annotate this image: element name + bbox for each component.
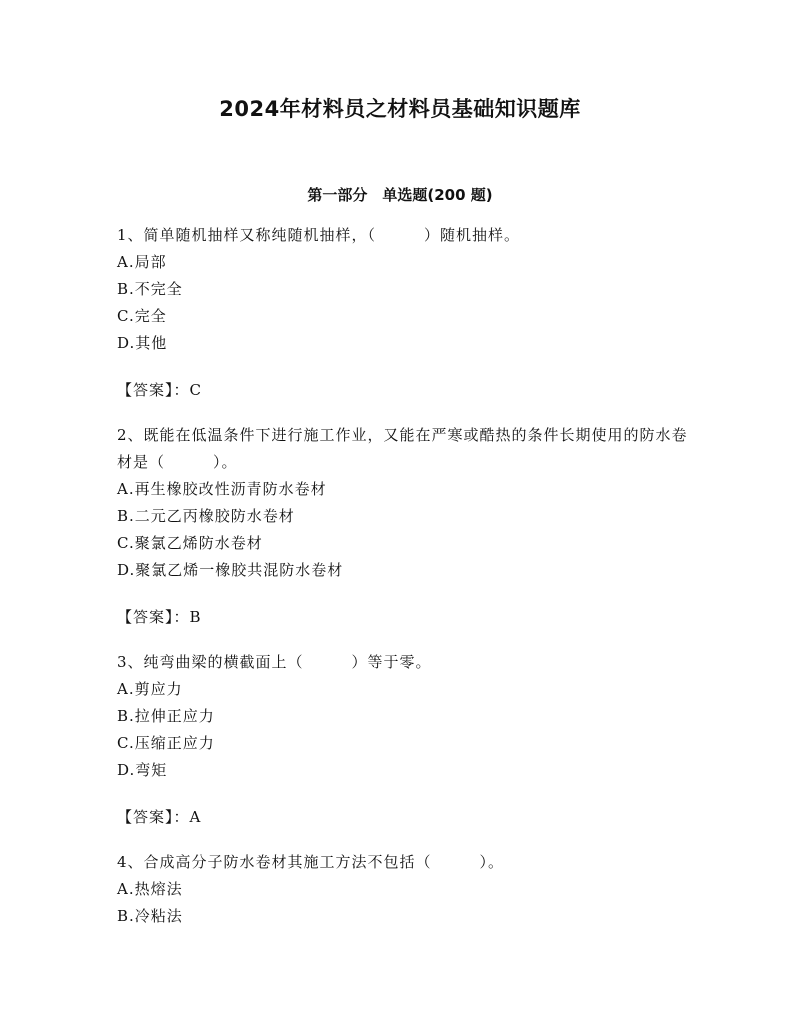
option-a: A.局部 xyxy=(117,253,167,271)
question-stem xyxy=(117,422,697,476)
stem-before: 4、合成高分子防水卷材其施工方法不包括（ xyxy=(117,853,432,871)
stem-after: ）随机抽样。 xyxy=(424,226,521,244)
option-c: C.聚氯乙烯防水卷材 xyxy=(117,534,263,552)
answer-line: 【答案】：C xyxy=(117,381,202,399)
option-a: A.剪应力 xyxy=(117,680,183,698)
option-a: A.热熔法 xyxy=(117,880,183,898)
stem-after: ）。 xyxy=(479,853,505,871)
option-b: B.冷粘法 xyxy=(117,907,183,925)
question-4 xyxy=(117,849,697,930)
option-a: A.再生橡胶改性沥青防水卷材 xyxy=(117,480,327,498)
question-3 xyxy=(117,649,697,831)
option-d: D.弯矩 xyxy=(117,761,168,779)
question-stem xyxy=(117,849,697,876)
option-d: D.其他 xyxy=(117,334,168,352)
question-stem xyxy=(117,649,697,676)
stem-after: ）等于零。 xyxy=(351,653,432,671)
question-1 xyxy=(117,222,697,404)
option-d: D.聚氯乙烯一橡胶共混防水卷材 xyxy=(117,561,344,579)
question-list xyxy=(117,222,697,948)
section-heading: 第一部分 单选题(200 题) xyxy=(307,186,493,204)
stem-before: 3、纯弯曲梁的横截面上（ xyxy=(117,653,304,671)
question-2 xyxy=(117,422,697,631)
option-b: B.拉伸正应力 xyxy=(117,707,215,725)
document-title: 2024年材料员之材料员基础知识题库 xyxy=(219,97,581,121)
answer-line: 【答案】：B xyxy=(117,608,202,626)
option-c: C.完全 xyxy=(117,307,167,325)
answer-line: 【答案】：A xyxy=(117,808,202,826)
stem-after: ）。 xyxy=(213,453,238,471)
option-b: B.二元乙丙橡胶防水卷材 xyxy=(117,507,295,525)
option-c: C.压缩正应力 xyxy=(117,734,215,752)
stem-before: 1、简单随机抽样又称纯随机抽样，（ xyxy=(117,226,377,244)
stem-before: 2、既能在低温条件下进行施工作业，又能在严寒或酷热的条件长期使用的防水卷材是（ xyxy=(117,426,688,471)
question-stem xyxy=(117,222,697,249)
option-b: B.不完全 xyxy=(117,280,183,298)
